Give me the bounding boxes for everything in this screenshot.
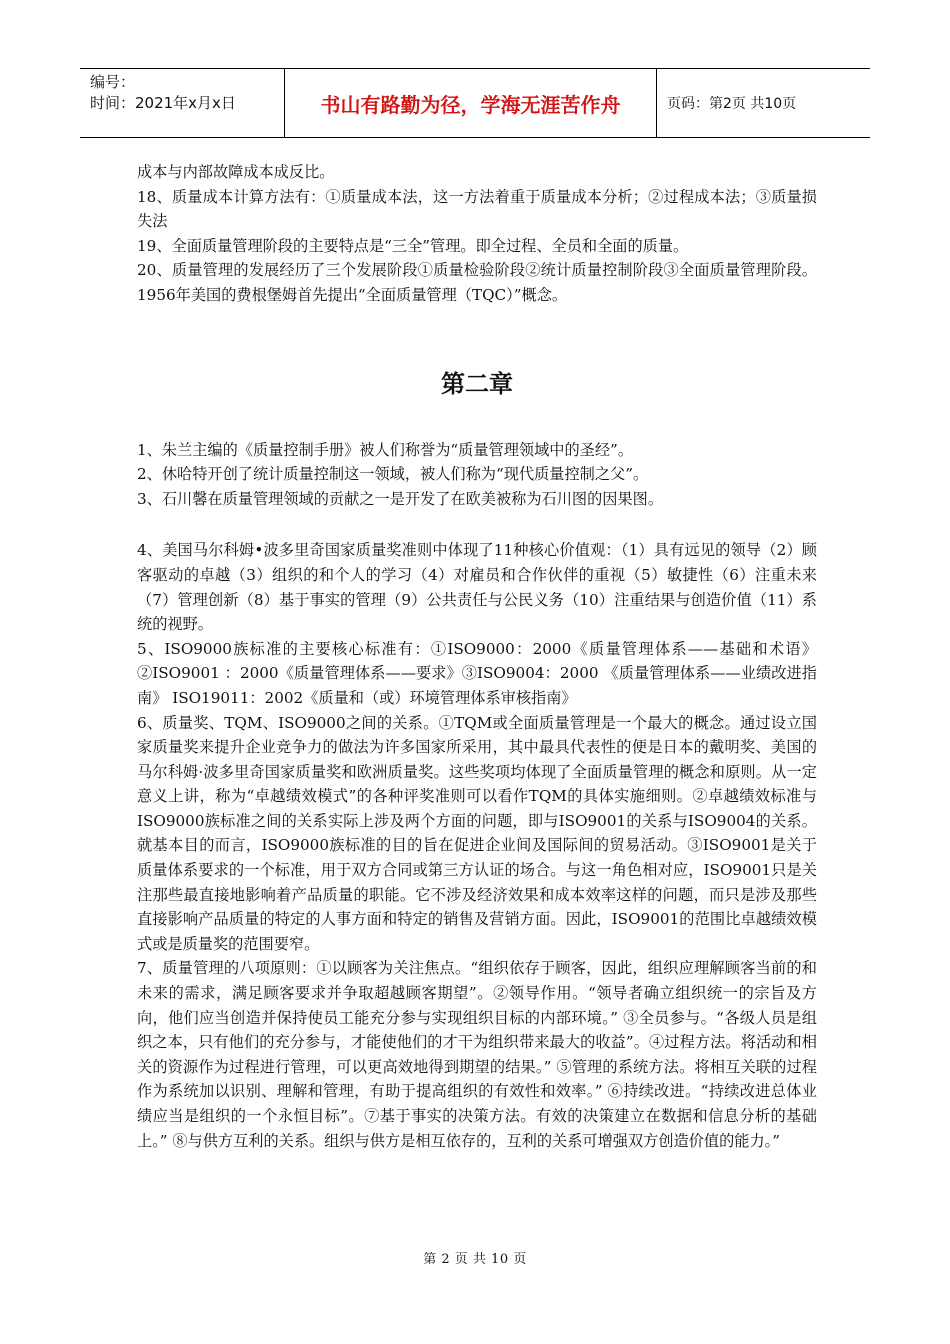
page-footer: 第 2 页 共 10 页 <box>423 1252 527 1267</box>
paragraph: 成本与内部故障成本成反比。 <box>137 163 335 181</box>
spacer <box>137 399 817 438</box>
paragraph: 2、休哈特开创了统计质量控制这一领域，被人们称为“现代质量控制之父”。 <box>137 465 649 484</box>
paragraph: 3、石川馨在质量管理领域的贡献之一是开发了在欧美被称为石川图的因果图。 <box>137 489 664 508</box>
date-line: 时间：2021年x月x日 <box>90 94 236 112</box>
paragraph: 6、质量奖、TQM、ISO9000之间的关系。①TQM或全面质量管理是一个最大的概念。通过设立国家质量奖来提升企业竞争力的做法为许多国家所采用，其中最具代表性的便是日本的戴明奖、美国的马尔科姆·波多里奇国家质量奖和欧洲质量奖。这些奖项均体现了全面质量管理的概念和原则。从一定意义上讲，称为“卓越绩效模式”的各种评奖准则可以看作TQM的具体实施细则。②卓越绩效标准与ISO9000族标准之间的关系实际上涉及两个方面的问题，即与ISO9001的关系与ISO9004的关系。就基本目的而言，ISO9000族标准的目的旨在促进企业间及国际间的贸易活动。③ISO9001是关于质量体系要求的一个标准，用于双方合同或第三方认证的场合。与这一角色相对应，ISO9001只是关注那些最直接地影响着产品质量的职能。它不涉及经济效果和成本效率这样的问题，而只是涉及那些直接影响产品质量的特定的人事方面和特定的销售及营销方面。因此，ISO9001的范围比卓越绩效模式或是质量奖的范围要窄。 <box>137 713 817 953</box>
page-code: 页码：第2页 共10页 <box>667 96 797 112</box>
page-header <box>80 68 870 138</box>
paragraph: 5、ISO9000族标准的主要核心标准有：①ISO9000：2000《质量管理体系——基础和术语》②ISO9001 ：2000《质量管理体系——要求》③ISO9004：2000 《质量管理体系——业绩改进指南》 ISO19011：2002《质量和（或）环境管理体系审核指南》 <box>137 639 817 707</box>
motto: 书山有路勤为径，学海无涯苦作舟 <box>320 92 621 117</box>
chapter-title: 第二章 <box>441 368 513 398</box>
document-number-label: 编号： <box>90 73 136 91</box>
paragraph: 1、朱兰主编的《质量控制手册》被人们称誉为“质量管理领域中的圣经”。 <box>137 440 634 459</box>
paragraph: 19、全面质量管理阶段的主要特点是“三全”管理。即全过程、全员和全面的质量。 <box>137 236 689 255</box>
header-info-cell <box>80 69 284 137</box>
spacer <box>137 511 817 538</box>
paragraph: 7、质量管理的八项原则：①以顾客为关注焦点。“组织依存于顾客，因此，组织应理解顾客当前的和未来的需求，满足顾客要求并争取超越顾客期望”。②领导作用。“领导者确立组织统一的宗旨及方向，他们应当创造并保持使员工能充分参与实现组织目标的内部环境。” ③全员参与。“各级人员是组织之本，只有他们的充分参与，才能使他们的才干为组织带来最大的收益”。④过程方法。将活动和相关的资源作为过程进行管理，可以更高效地得到期望的结果。” ⑤管理的系统方法。将相互关联的过程作为系统加以识别、理解和管理，有助于提高组织的有效性和效率。” ⑥持续改进。“持续改进总体业绩应当是组织的一个永恒目标”。⑦基于事实的决策方法。有效的决策建立在数据和信息分析的基础上。” ⑧与供方互利的关系。组织与供方是相互依存的，互利的关系可增强双方创造价值的能力。” <box>137 959 817 1150</box>
document-body <box>137 160 817 1153</box>
paragraph: 18、质量成本计算方法有：①质量成本法，这一方法着重于质量成本分析；②过程成本法；③质量损失法 <box>137 187 817 231</box>
header-motto-cell <box>284 69 657 137</box>
paragraph: 20、质量管理的发展经历了三个发展阶段①质量检验阶段②统计质量控制阶段③全面质量管理阶段。1956年美国的费根堡姆首先提出“全面质量管理（TQC）”概念。 <box>137 261 817 304</box>
spacer <box>137 308 817 364</box>
paragraph: 4、美国马尔科姆•波多里奇国家质量奖准则中体现了11种核心价值观：（1）具有远见的领导（2）顾客驱动的卓越（3）组织的和个人的学习（4）对雇员和合作伙伴的重视（5）敏捷性（6）注重未来（7）管理创新（8）基于事实的管理（9）公共责任与公民义务（10）注重结果与创造价值（11）系统的视野。 <box>137 541 817 634</box>
